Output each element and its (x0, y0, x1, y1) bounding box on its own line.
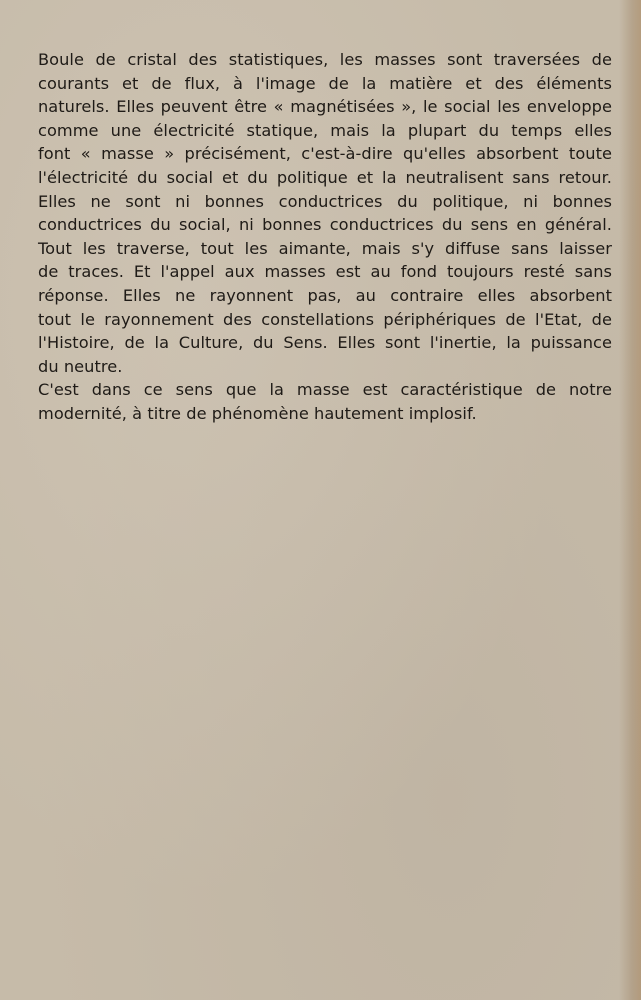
text-line: l'Histoire, de la Culture, du Sens. Elles sont l'inertie, la puissance (38, 333, 612, 353)
text-line: réponse. Elles ne rayonnent pas, au contraire elles absorbent (38, 285, 612, 305)
text-line: comme une électricité statique, mais la plupart du temps elles (38, 120, 612, 140)
text-line: C'est dans ce sens que la masse est caractéristique de notre (38, 380, 612, 400)
text-line: l'électricité du social et du politique et la neutralisent sans retour. (38, 167, 612, 187)
text-line: de traces. Et l'appel aux masses est au fond toujours resté sans (38, 262, 612, 282)
text-line: modernité, à titre de phénomène hautement implosif. (38, 403, 477, 423)
text-line: tout le rayonnement des constellations périphériques de l'Etat, de (38, 309, 612, 329)
page-edge-shadow (619, 0, 641, 1000)
text-line: conductrices du social, ni bonnes conductrices du sens en général. (38, 215, 612, 235)
text-line: Tout les traverse, tout les aimante, mais s'y diffuse sans laisser (38, 238, 612, 258)
text-line: Elles ne sont ni bonnes conductrices du politique, ni bonnes (38, 191, 612, 211)
text-line: Boule de cristal des statistiques, les masses sont traversées de (38, 50, 612, 69)
text-line: naturels. Elles peuvent être « magnétisées », le social les enveloppe (38, 97, 612, 117)
paragraph-1 (38, 48, 612, 378)
paragraph-2 (38, 378, 612, 425)
text-line: font « masse » précisément, c'est-à-dire qu'elles absorbent toute (38, 144, 612, 164)
text-line: courants et de flux, à l'image de la matière et des éléments (38, 73, 612, 93)
body-text (38, 48, 612, 426)
text-line: du neutre. (38, 356, 123, 376)
